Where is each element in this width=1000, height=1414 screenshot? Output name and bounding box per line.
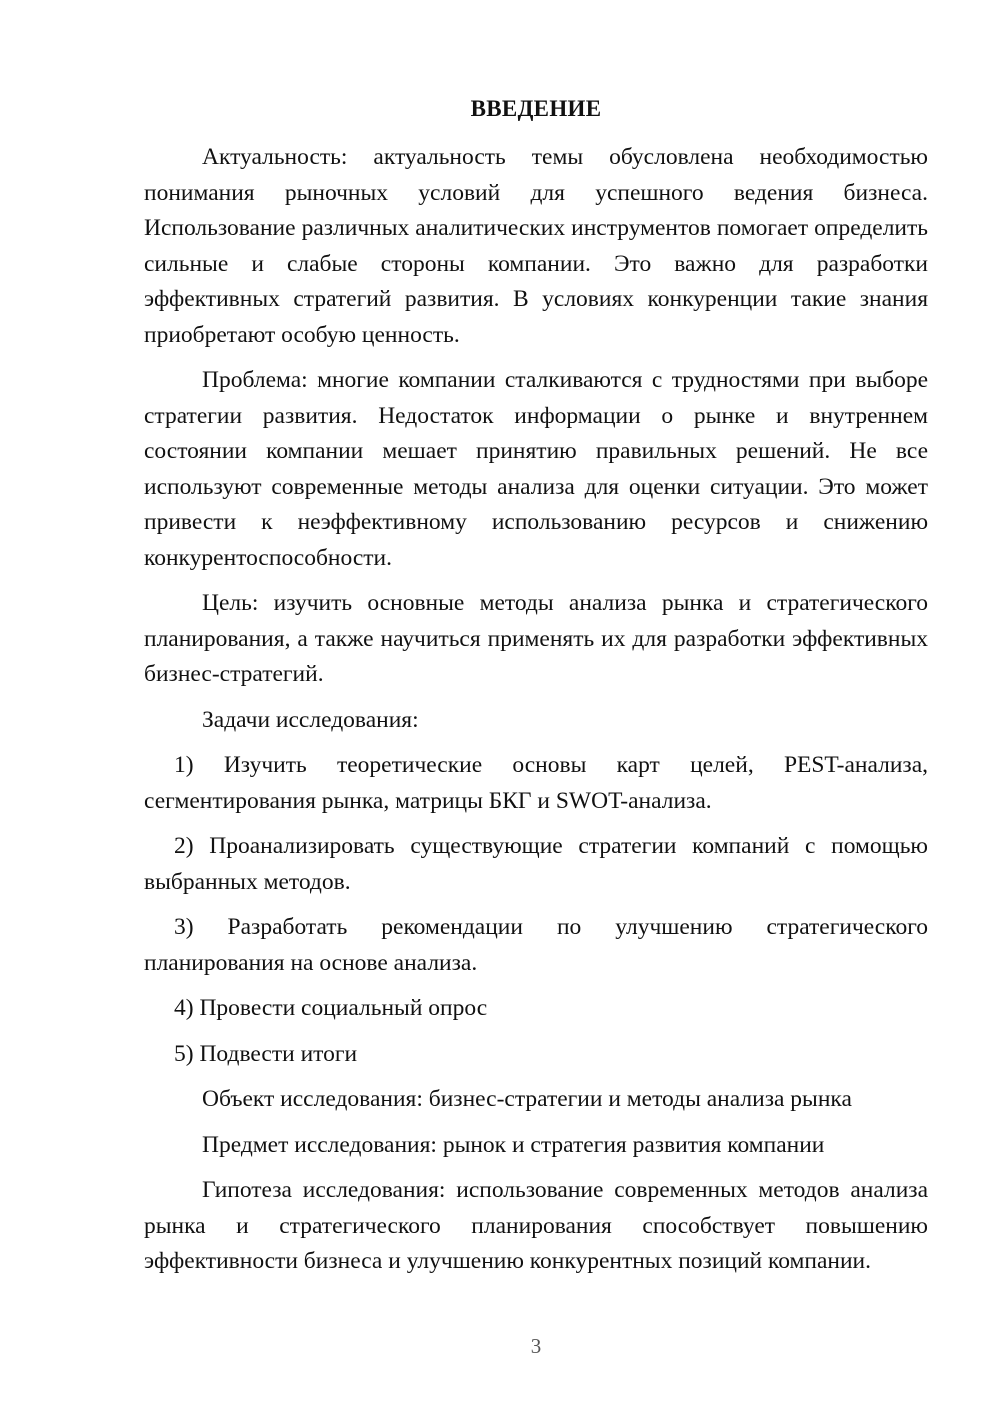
research-subject-paragraph: Предмет исследования: рынок и стратегия развития компании	[202, 1131, 825, 1158]
page-number: 3	[530, 1334, 542, 1358]
research-object-paragraph: Объект исследования: бизнес-стратегии и методы анализа рынка	[202, 1086, 852, 1112]
document-body	[144, 140, 928, 1280]
task-item-1: 1) Изучить теоретические основы карт целей, PEST-анализа, сегментирования рынка, матрицы БКГ и SWOT-анализа.	[144, 752, 928, 814]
task-item-4: 4) Провести социальный опрос	[174, 995, 488, 1021]
task-item-2: 2) Проанализировать существующие стратегии компаний с помощью выбранных методов.	[144, 833, 928, 895]
task-item-3: 3) Разработать рекомендации по улучшению стратегического планирования на основе анализа.	[144, 914, 928, 976]
hypothesis-paragraph: Гипотеза исследования: использование современных методов анализа рынка и стратегического планирования способствует повышению эффективности бизнеса и улучшению конкурентных позиций компании.	[144, 1177, 928, 1274]
relevance-paragraph: Актуальность: актуальность темы обусловлена необходимостью понимания рыночных условий для успешного ведения бизнеса. Использование различных аналитических инструментов помогает определить сильные и слабые стороны компании. Это важно для разработки эффективных стратегий развития. В условиях конкуренции такие знания приобретают особую ценность.	[144, 144, 928, 348]
goal-paragraph: Цель: изучить основные методы анализа рынка и стратегического планирования, а также научиться применять их для разработки эффективных бизнес-стратегий.	[144, 590, 928, 687]
tasks-heading: Задачи исследования:	[202, 706, 419, 733]
task-item-5: 5) Подвести итоги	[174, 1040, 358, 1067]
problem-paragraph: Проблема: многие компании сталкиваются с трудностями при выборе стратегии развития. Недостаток информации о рынке и внутреннем состоянии компании мешает принятию правильных решений. Не все используют современные методы анализа для оценки ситуации. Это может привести к неэффективному использованию ресурсов и снижению конкурентоспособности.	[144, 367, 928, 571]
page-title: ВВЕДЕНИЕ	[470, 96, 602, 121]
